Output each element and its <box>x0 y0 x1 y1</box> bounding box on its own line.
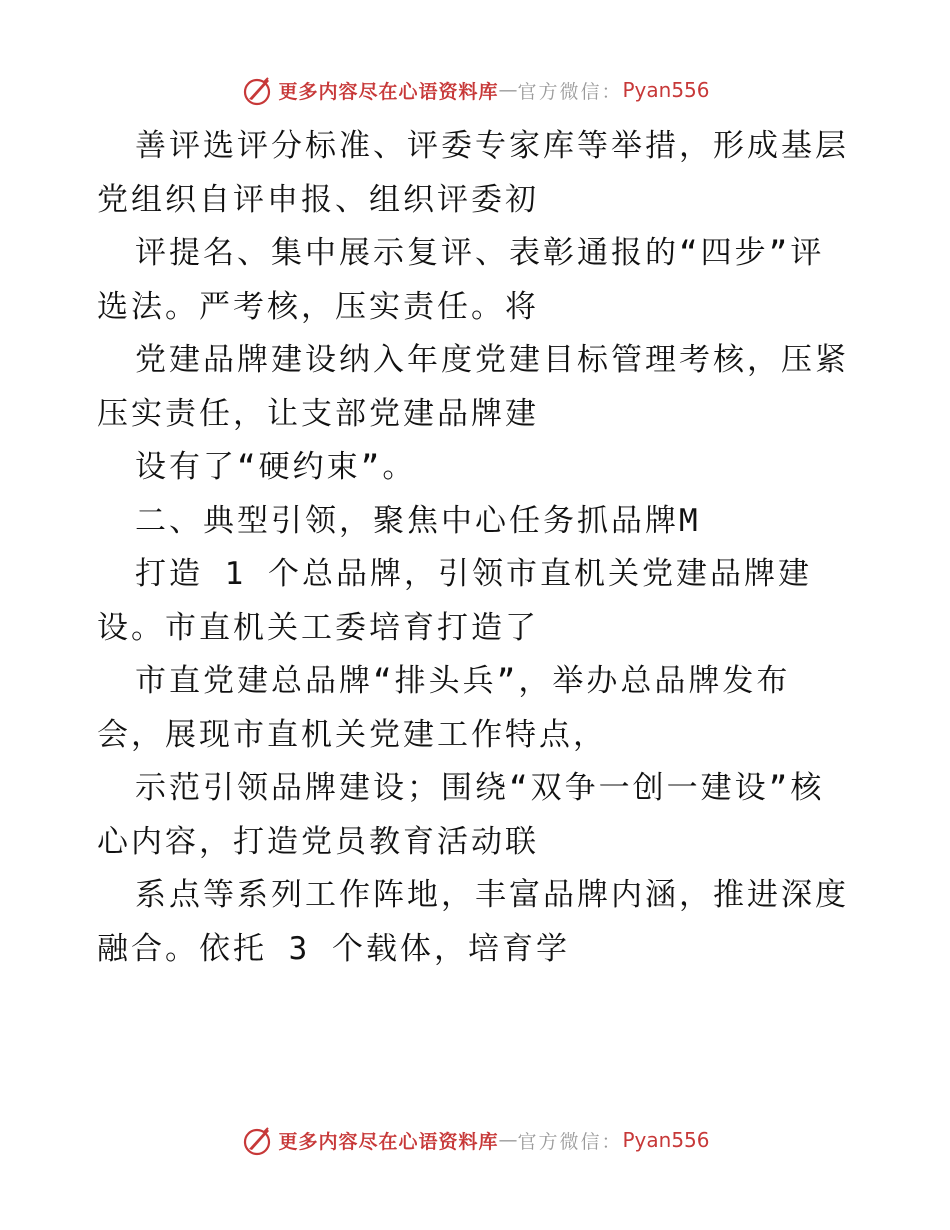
body-line: 压实责任，让支部党建品牌建 <box>97 395 539 432</box>
watermark-wechat-handle: Pyan556 <box>622 78 710 102</box>
watermark-separator: — <box>498 1129 518 1151</box>
body-line: 选法。严考核，压实责任。将 <box>97 288 539 325</box>
watermark-wechat-handle: Pyan556 <box>622 1128 710 1152</box>
body-line: 市直党建总品牌“排头兵”，举办总品牌发布 <box>135 663 791 699</box>
body-line: 打造 1 个总品牌，引领市直机关党建品牌建 <box>135 556 812 592</box>
body-line: 善评选评分标准、评委专家库等举措，形成基层 <box>135 128 849 164</box>
body-line: 心内容，打造党员教育活动联 <box>97 823 539 860</box>
body-line: 示范引领品牌建设；围绕“双争一创一建设”核 <box>135 770 825 806</box>
body-line: 党组织自评申报、组织评委初 <box>97 181 539 218</box>
quill-pen-circle-icon <box>240 1123 274 1157</box>
footer-watermark <box>0 1120 950 1160</box>
section-heading: 二、典型引领，聚焦中心任务抓品牌M <box>135 502 701 539</box>
watermark-official-label: 官方微信： <box>517 1130 623 1153</box>
watermark-separator: — <box>498 79 518 101</box>
body-line: 设有了“硬约束”。 <box>135 449 417 485</box>
watermark-official-label: 官方微信： <box>517 80 623 103</box>
document-body <box>97 116 857 972</box>
watermark-brand: 更多内容尽在心语资料库 <box>278 80 499 103</box>
body-line: 党建品牌建设纳入年度党建目标管理考核，压紧 <box>135 342 849 378</box>
body-line: 系点等系列工作阵地，丰富品牌内涵，推进深度 <box>135 877 849 913</box>
header-watermark <box>0 70 950 110</box>
body-line: 融合。依托 3 个载体，培育学 <box>97 930 570 967</box>
watermark-brand: 更多内容尽在心语资料库 <box>278 1130 499 1153</box>
body-line: 会，展现市直机关党建工作特点， <box>97 716 607 753</box>
body-line: 设。市直机关工委培育打造了 <box>97 609 539 646</box>
body-line: 评提名、集中展示复评、表彰通报的“四步”评 <box>135 235 825 271</box>
quill-pen-circle-icon <box>240 73 274 107</box>
